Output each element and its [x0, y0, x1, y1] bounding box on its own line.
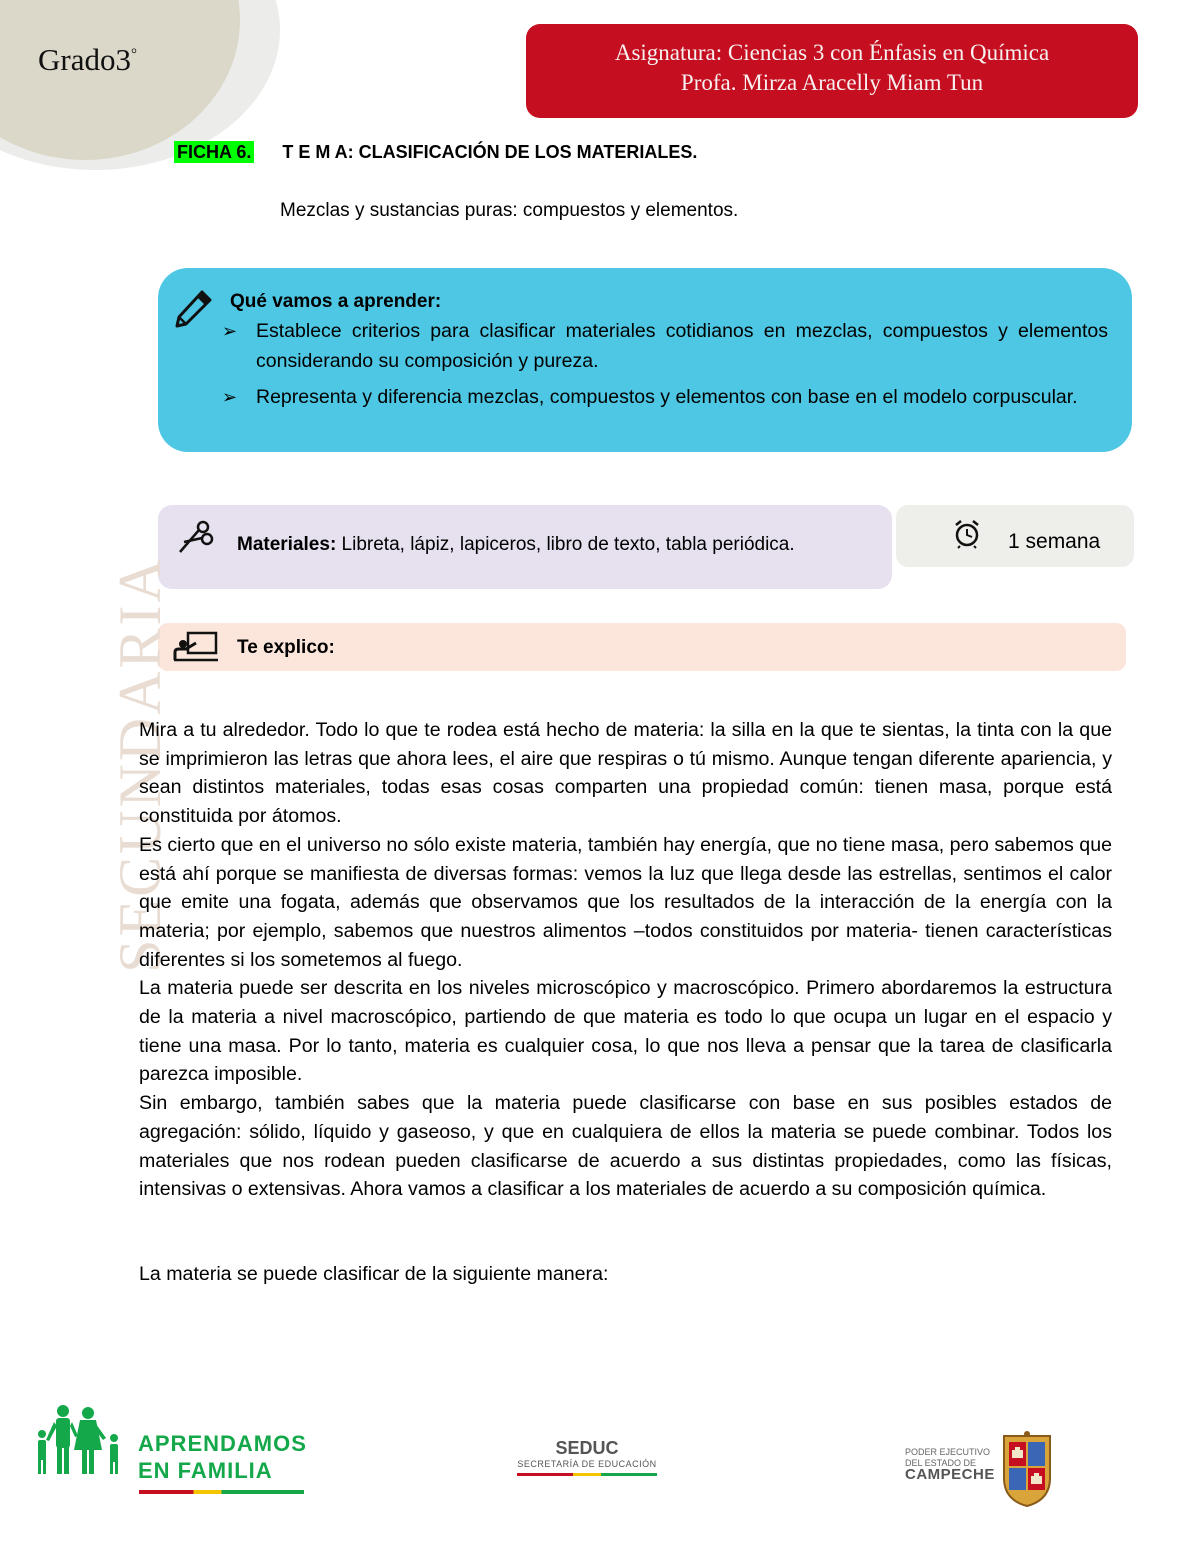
campeche-logo-text: PODER EJECUTIVO DEL ESTADO DE CAMPECHE [905, 1447, 995, 1483]
explico-title: Te explico: [237, 637, 335, 658]
arrow-bullet-icon: ➢ [222, 387, 238, 407]
learning-title: Qué vamos a aprender: [230, 291, 442, 312]
grade-label: Grado3° [38, 42, 137, 77]
objective-item: ➢ Representa y diferencia mezclas, compuestos y elementos con base en el modelo corpuscular. [222, 382, 1108, 412]
topic-subtitle: Mezclas y sustancias puras: compuestos y elementos. [280, 200, 739, 221]
family-logo-icon [30, 1404, 130, 1476]
brand-stripe [139, 1490, 304, 1494]
closing-sentence: La materia se puede clasificar de la siguiente manera: [139, 1263, 609, 1285]
seduc-title: SEDUC [555, 1438, 619, 1458]
materials-text: Materiales: Libreta, lápiz, lapiceros, libro de texto, tabla periódica. [237, 534, 795, 555]
tema-title: T E M A: CLASIFICACIÓN DE LOS MATERIALES. [282, 142, 698, 162]
objectives-list [222, 316, 1108, 412]
arrow-bullet-icon: ➢ [222, 321, 238, 341]
teacher-board-icon [172, 630, 220, 662]
seduc-logo [517, 1438, 657, 1476]
ficha-row [174, 142, 697, 163]
duration-text: 1 semana [1008, 530, 1101, 553]
aprendamos-logo-text: APRENDAMOS EN FAMILIA [138, 1431, 307, 1483]
seduc-subtitle: SECRETARÍA DE EDUCACIÓN [517, 1459, 657, 1469]
paragraph: Sin embargo, también sabes que la materia puede clasificarse con base en sus posibles estados de agregación: sólido, líquido y gaseoso, y que en cualquiera de ellos la materia se puede combinar. Todos los materiales que nos rodean pueden clasificarse de acuerdo a sus distintas propiedades, como las físicas, intensivas o extensivas. Ahora vamos a clasificar a los materiales de acuerdo a su composición química. [139, 1092, 1112, 1201]
paragraph: La materia puede ser descrita en los niveles microscópico y macroscópico. Primero abordaremos la estructura de la materia a nivel macroscópico, partiendo de que materia es todo lo que ocupa un lugar en el espacio y tiene una masa. Por lo tanto, materia es cualquier cosa, lo que nos lleva a pensar que la tarea de clasificarla parezca imposible. [139, 977, 1112, 1086]
paragraph: Es cierto que en el universo no sólo existe materia, también hay energía, que no tiene masa, pero sabemos que está ahí porque se manifiesta de diversas formas: vemos la luz que llega desde las estrellas, sentimos el calor que emite una fogata, además que observamos que los resultados de la interacción de la energía con la materia; por ejemplo, sabemos que nuestros alimentos –todos constituidos por materia- tienen características diferentes si los sometemos al fuego. [139, 833, 1112, 971]
subject-line: Asignatura: Ciencias 3 con Énfasis en Química [614, 40, 1050, 65]
campeche-shield-icon [1000, 1430, 1054, 1508]
ficha-tag: FICHA 6. [174, 141, 254, 163]
alarm-clock-icon [953, 519, 981, 549]
subject-header-box [526, 24, 1138, 118]
side-label: SECUNDARIA [106, 556, 173, 973]
objective-item: ➢ Establece criterios para clasificar materiales cotidianos en mezclas, compuestos y elementos considerando su composición y pureza. [222, 316, 1108, 376]
pencil-icon [172, 288, 214, 330]
body-text [139, 716, 1112, 1204]
teacher-line: Profa. Mirza Aracelly Miam Tun [680, 70, 984, 95]
scissors-icon [174, 518, 214, 558]
seduc-stripe [517, 1473, 657, 1476]
paragraph: Mira a tu alrededor. Todo lo que te rodea está hecho de materia: la silla en la que te sientas, la tinta con la que se imprimieron las letras que ahora lees, el aire que respiras o tú mismo. Aunque tengan diferente apariencia, y sean distintos materiales, todas esas cosas comparten una propiedad común: tienen masa, porque está constituida por átomos. [139, 719, 1112, 828]
